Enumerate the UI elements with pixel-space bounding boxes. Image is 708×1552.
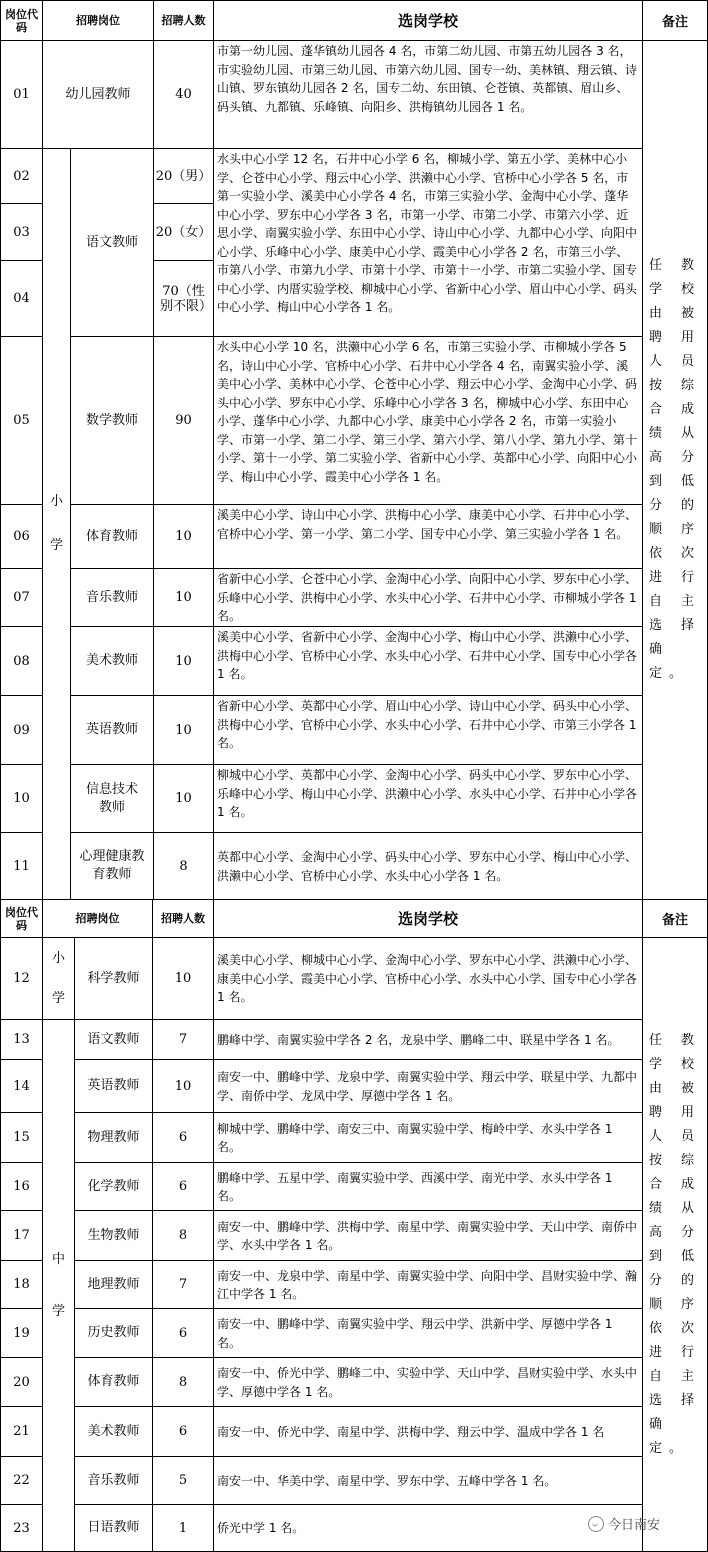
header-note: 备注 [643, 1, 708, 41]
table-row [1, 1060, 708, 1113]
row-count: 6 [153, 1113, 214, 1163]
row-count: 1 [153, 1505, 214, 1552]
row-post: 体育教师 [71, 505, 154, 569]
row-post: 日语教师 [75, 1505, 153, 1552]
row-code: 09 [1, 696, 43, 765]
row-count: 7 [153, 1020, 214, 1060]
row-post: 音乐教师 [75, 1457, 153, 1505]
note-cell [643, 938, 708, 1552]
row-schools: 南安一中、鹏峰中学、洪梅中学、南星中学、南翼实验中学、天山中学、南侨中学、水头中学各 1 名。 [214, 1211, 643, 1261]
watermark-text: 今日南安 [608, 1518, 661, 1533]
table-row [1, 938, 708, 1020]
header-post: 招聘岗位 [43, 900, 153, 938]
row-post: 幼儿园教师 [43, 41, 154, 149]
row-code: 22 [1, 1457, 43, 1505]
note-cell [643, 41, 708, 900]
table-row [1, 337, 708, 505]
row-count: 6 [153, 1407, 214, 1457]
table-row [1, 1358, 708, 1407]
table-row [1, 41, 708, 149]
recruitment-table-2 [0, 899, 708, 1552]
header-note: 备注 [643, 900, 708, 938]
row-count: 90 [154, 337, 214, 505]
row-count: 40 [154, 41, 214, 149]
row-code: 15 [1, 1113, 43, 1163]
row-post: 科学教师 [75, 938, 153, 1020]
row-count: 10 [153, 1060, 214, 1113]
row-schools: 南安一中、鹏峰中学、南翼实验中学、翔云中学、洪新中学、厚德中学各 1 名。 [214, 1309, 643, 1358]
row-schools: 南安一中、龙泉中学、南星中学、南翼实验中学、向阳中学、昌财实验中学、瀚江中学各 1 名。 [214, 1261, 643, 1309]
row-code: 16 [1, 1163, 43, 1211]
table-row [1, 1261, 708, 1309]
watermark [588, 1514, 660, 1533]
row-post: 美术教师 [71, 627, 154, 696]
row-post: 音乐教师 [71, 569, 154, 627]
row-schools: 水头中心小学 10 名，洪濑中心小学 6 名，市第三实验小学、市柳城小学各 5 名，诗山中心小学、官桥中心小学、石井中心小学各 4 名，南翼实验小学、溪美中心小学、美林中心小学、仑苍中心小学、翔云中心小学、金淘中心小学、码头中心小学、罗东中心小学、乐峰中心小学各 3 名，柳城中心小学、东田中心小学、蓬华中心小学、九都中心小学、康美中心小学各 2 名，市第一实验小学、市第一小学、第二小学、第三小学、第六小学、第八小学、第九小学、第十小学、第十一小学、第二实验小学、省新中心小学、英都中心小学、向阳中心小学、梅山中心小学、霞美中心小学各 1 名。 [214, 337, 643, 505]
row-code: 04 [1, 261, 43, 337]
row-count: 8 [154, 833, 214, 900]
category-primary-label: 小学 [49, 494, 63, 553]
row-count: 6 [153, 1309, 214, 1358]
row-schools: 鹏峰中学、五星中学、南翼实验中学、西溪中学、南光中学、水头中学各 1 名。 [214, 1163, 643, 1211]
row-code: 05 [1, 337, 43, 505]
row-post: 生物教师 [75, 1211, 153, 1261]
row-code: 11 [1, 833, 43, 900]
row-code: 23 [1, 1505, 43, 1552]
row-post: 英语教师 [71, 696, 154, 765]
row-schools: 南安一中、华美中学、南星中学、罗东中学、五峰中学各 1 名。 [214, 1457, 643, 1505]
row-schools: 省新中心小学、仑苍中心小学、金淘中心小学、向阳中心小学、罗东中心小学、乐峰中心小学、洪梅中心小学、水头中心小学、石井中心小学、市柳城小学各 1 名。 [214, 569, 643, 627]
table-row [1, 1309, 708, 1358]
table-row [1, 1020, 708, 1060]
row-post: 信息技术教师 [71, 765, 154, 833]
row-code: 17 [1, 1211, 43, 1261]
row-schools: 柳城中心小学、英都中心小学、金淘中心小学、码头中心小学、罗东中心小学、乐峰中心小学、梅山中心小学、洪濑中心小学、水头中心小学、石井中心小学各 1 名。 [214, 765, 643, 833]
row-post-chinese: 语文教师 [71, 149, 154, 337]
note-text: 任教学校由被聘用人员按综合成绩从高分到低分的顺序依次进行自主选择确定。 [649, 258, 701, 681]
row-post: 英语教师 [75, 1060, 153, 1113]
table-row [1, 1457, 708, 1505]
header-count: 招聘人数 [153, 900, 214, 938]
row-schools: 鹏峰中学、南翼实验中学各 2 名，龙泉中学、鹏峰二中、联星中学各 1 名。 [214, 1020, 643, 1060]
row-count: 8 [153, 1358, 214, 1407]
table-row [1, 1407, 708, 1457]
row-schools: 南安一中、侨光中学、南星中学、洪梅中学、翔云中学、温成中学各 1 名 [214, 1407, 643, 1457]
header-schools: 选岗学校 [214, 1, 643, 41]
row-code: 13 [1, 1020, 43, 1060]
table-row [1, 1113, 708, 1163]
row-count: 20（女） [154, 204, 214, 261]
table-row [1, 765, 708, 833]
table-row [1, 1211, 708, 1261]
category-primary [43, 149, 71, 900]
category-primary-label: 小学 [51, 950, 65, 1006]
note-text: 任教学校由被聘用人员按综合成绩从高分到低分的顺序依次进行自主选择确定。 [649, 1032, 701, 1456]
row-code: 01 [1, 41, 43, 149]
row-post: 心理健康教育教师 [71, 833, 154, 900]
row-count: 6 [153, 1163, 214, 1211]
row-schools-chinese: 水头中心小学 12 名，石井中心小学 6 名，柳城小学、第五小学、美林中心小学、仑苍中心小学、翔云中心小学、洪濑中心小学、官桥中心小学各 5 名，市第一实验小学、溪美中心小学各 4 名，市第三实验小学、金淘中心小学、蓬华中心小学、罗东中心小学各 3 名，市第一小学、市第二小学、市第六小学、近思小学、南翼实验小学、东田中心小学、诗山中心小学、九都中心小学、向阳中心小学、乐峰中心小学、康美中心小学、霞美中心小学各 2 名，市第三小学、市第八小学、市第九小学、市第十小学、市第十一小学、市第二实验小学、国专中心小学、内厝实验学校、柳城中心小学、省新中心小学、眉山中心小学、码头中心小学、梅山中心小学各 1 名。 [214, 149, 643, 337]
header-count: 招聘人数 [154, 1, 214, 41]
header-code: 岗位代码 [1, 900, 43, 938]
row-post: 物理教师 [75, 1113, 153, 1163]
row-schools: 柳城中学、鹏峰中学、南安三中、南翼实验中学、梅岭中学、水头中学各 1 名。 [214, 1113, 643, 1163]
table-row [1, 833, 708, 900]
row-count: 10 [154, 765, 214, 833]
row-schools: 市第一幼儿园、蓬华镇幼儿园各 4 名，市第二幼儿园、市第五幼儿园各 3 名，市实验幼儿园、市第三幼儿园、市第六幼儿园、国专一幼、美林镇、翔云镇、诗山镇、罗东镇幼儿园各 2 名，国专二幼、东田镇、仑苍镇、英都镇、眉山乡、码头镇、九都镇、乐峰镇、向阳乡、洪梅镇幼儿园各 1 名。 [214, 41, 643, 149]
header-code: 岗位代码 [1, 1, 43, 41]
row-post: 历史教师 [75, 1309, 153, 1358]
row-code: 08 [1, 627, 43, 696]
row-code: 21 [1, 1407, 43, 1457]
row-code: 10 [1, 765, 43, 833]
table-row [1, 569, 708, 627]
header-post: 招聘岗位 [43, 1, 154, 41]
row-code: 06 [1, 505, 43, 569]
row-count: 20（男） [154, 149, 214, 204]
row-post: 地理教师 [75, 1261, 153, 1309]
row-count: 10 [154, 505, 214, 569]
row-count: 10 [153, 938, 214, 1020]
row-count: 10 [154, 696, 214, 765]
row-post: 语文教师 [75, 1020, 153, 1060]
category-middle-label: 中学 [51, 1251, 65, 1319]
row-code: 07 [1, 569, 43, 627]
row-code: 18 [1, 1261, 43, 1309]
row-count: 8 [153, 1211, 214, 1261]
row-count: 10 [154, 627, 214, 696]
table-row [1, 149, 708, 204]
row-schools: 溪美中心小学、柳城中心小学、金淘中心小学、罗东中心小学、洪濑中心小学、康美中心小学、霞美中心小学、官桥中心小学、水头中心小学、国专中心小学各 1 名。 [214, 938, 643, 1020]
row-code: 12 [1, 938, 43, 1020]
row-schools: 侨光中学 1 名。 [214, 1505, 643, 1552]
row-count: 7 [153, 1261, 214, 1309]
table-row [1, 696, 708, 765]
row-schools: 溪美中心小学、省新中心小学、金淘中心小学、梅山中心小学、洪濑中心小学、洪梅中心小学、官桥中心小学、水头中心小学、石井中心小学、国专中心小学各 1 名。 [214, 627, 643, 696]
row-post: 美术教师 [75, 1407, 153, 1457]
row-schools: 省新中心小学、英都中心小学、眉山中心小学、诗山中心小学、码头中心小学、洪梅中心小学、官桥中心小学、水头中心小学、石井中心小学、市第三小学各 1 名。 [214, 696, 643, 765]
row-code: 14 [1, 1060, 43, 1113]
table-row [1, 1163, 708, 1211]
row-post: 体育教师 [75, 1358, 153, 1407]
row-schools: 南安一中、鹏峰中学、龙泉中学、南翼实验中学、翔云中学、联星中学、九都中学、南侨中学、龙凤中学、厚德中学各 1 名。 [214, 1060, 643, 1113]
row-code: 03 [1, 204, 43, 261]
row-post: 化学教师 [75, 1163, 153, 1211]
row-schools: 溪美中心小学、诗山中心小学、洪梅中心小学、康美中心小学、石井中心小学、官桥中心小学、第一小学、第二小学、国专中心小学、第三实验小学各 1 名。 [214, 505, 643, 569]
row-count: 70（性别不限） [154, 261, 214, 337]
row-schools: 南安一中、侨光中学、鹏峰二中、实验中学、天山中学、昌财实验中学、水头中学、厚德中学各 1 名。 [214, 1358, 643, 1407]
header-schools: 选岗学校 [214, 900, 643, 938]
row-code: 20 [1, 1358, 43, 1407]
wechat-icon [588, 1516, 604, 1532]
row-schools: 英都中心小学、金淘中心小学、码头中心小学、罗东中心小学、梅山中心小学、洪濑中心小学、官桥中心小学、水头中心小学各 1 名。 [214, 833, 643, 900]
row-post: 数学教师 [71, 337, 154, 505]
row-code: 02 [1, 149, 43, 204]
row-count: 10 [154, 569, 214, 627]
row-count: 5 [153, 1457, 214, 1505]
table-row [1, 505, 708, 569]
category-middle [43, 1020, 75, 1552]
table-row [1, 627, 708, 696]
category-primary [43, 938, 75, 1020]
row-code: 19 [1, 1309, 43, 1358]
